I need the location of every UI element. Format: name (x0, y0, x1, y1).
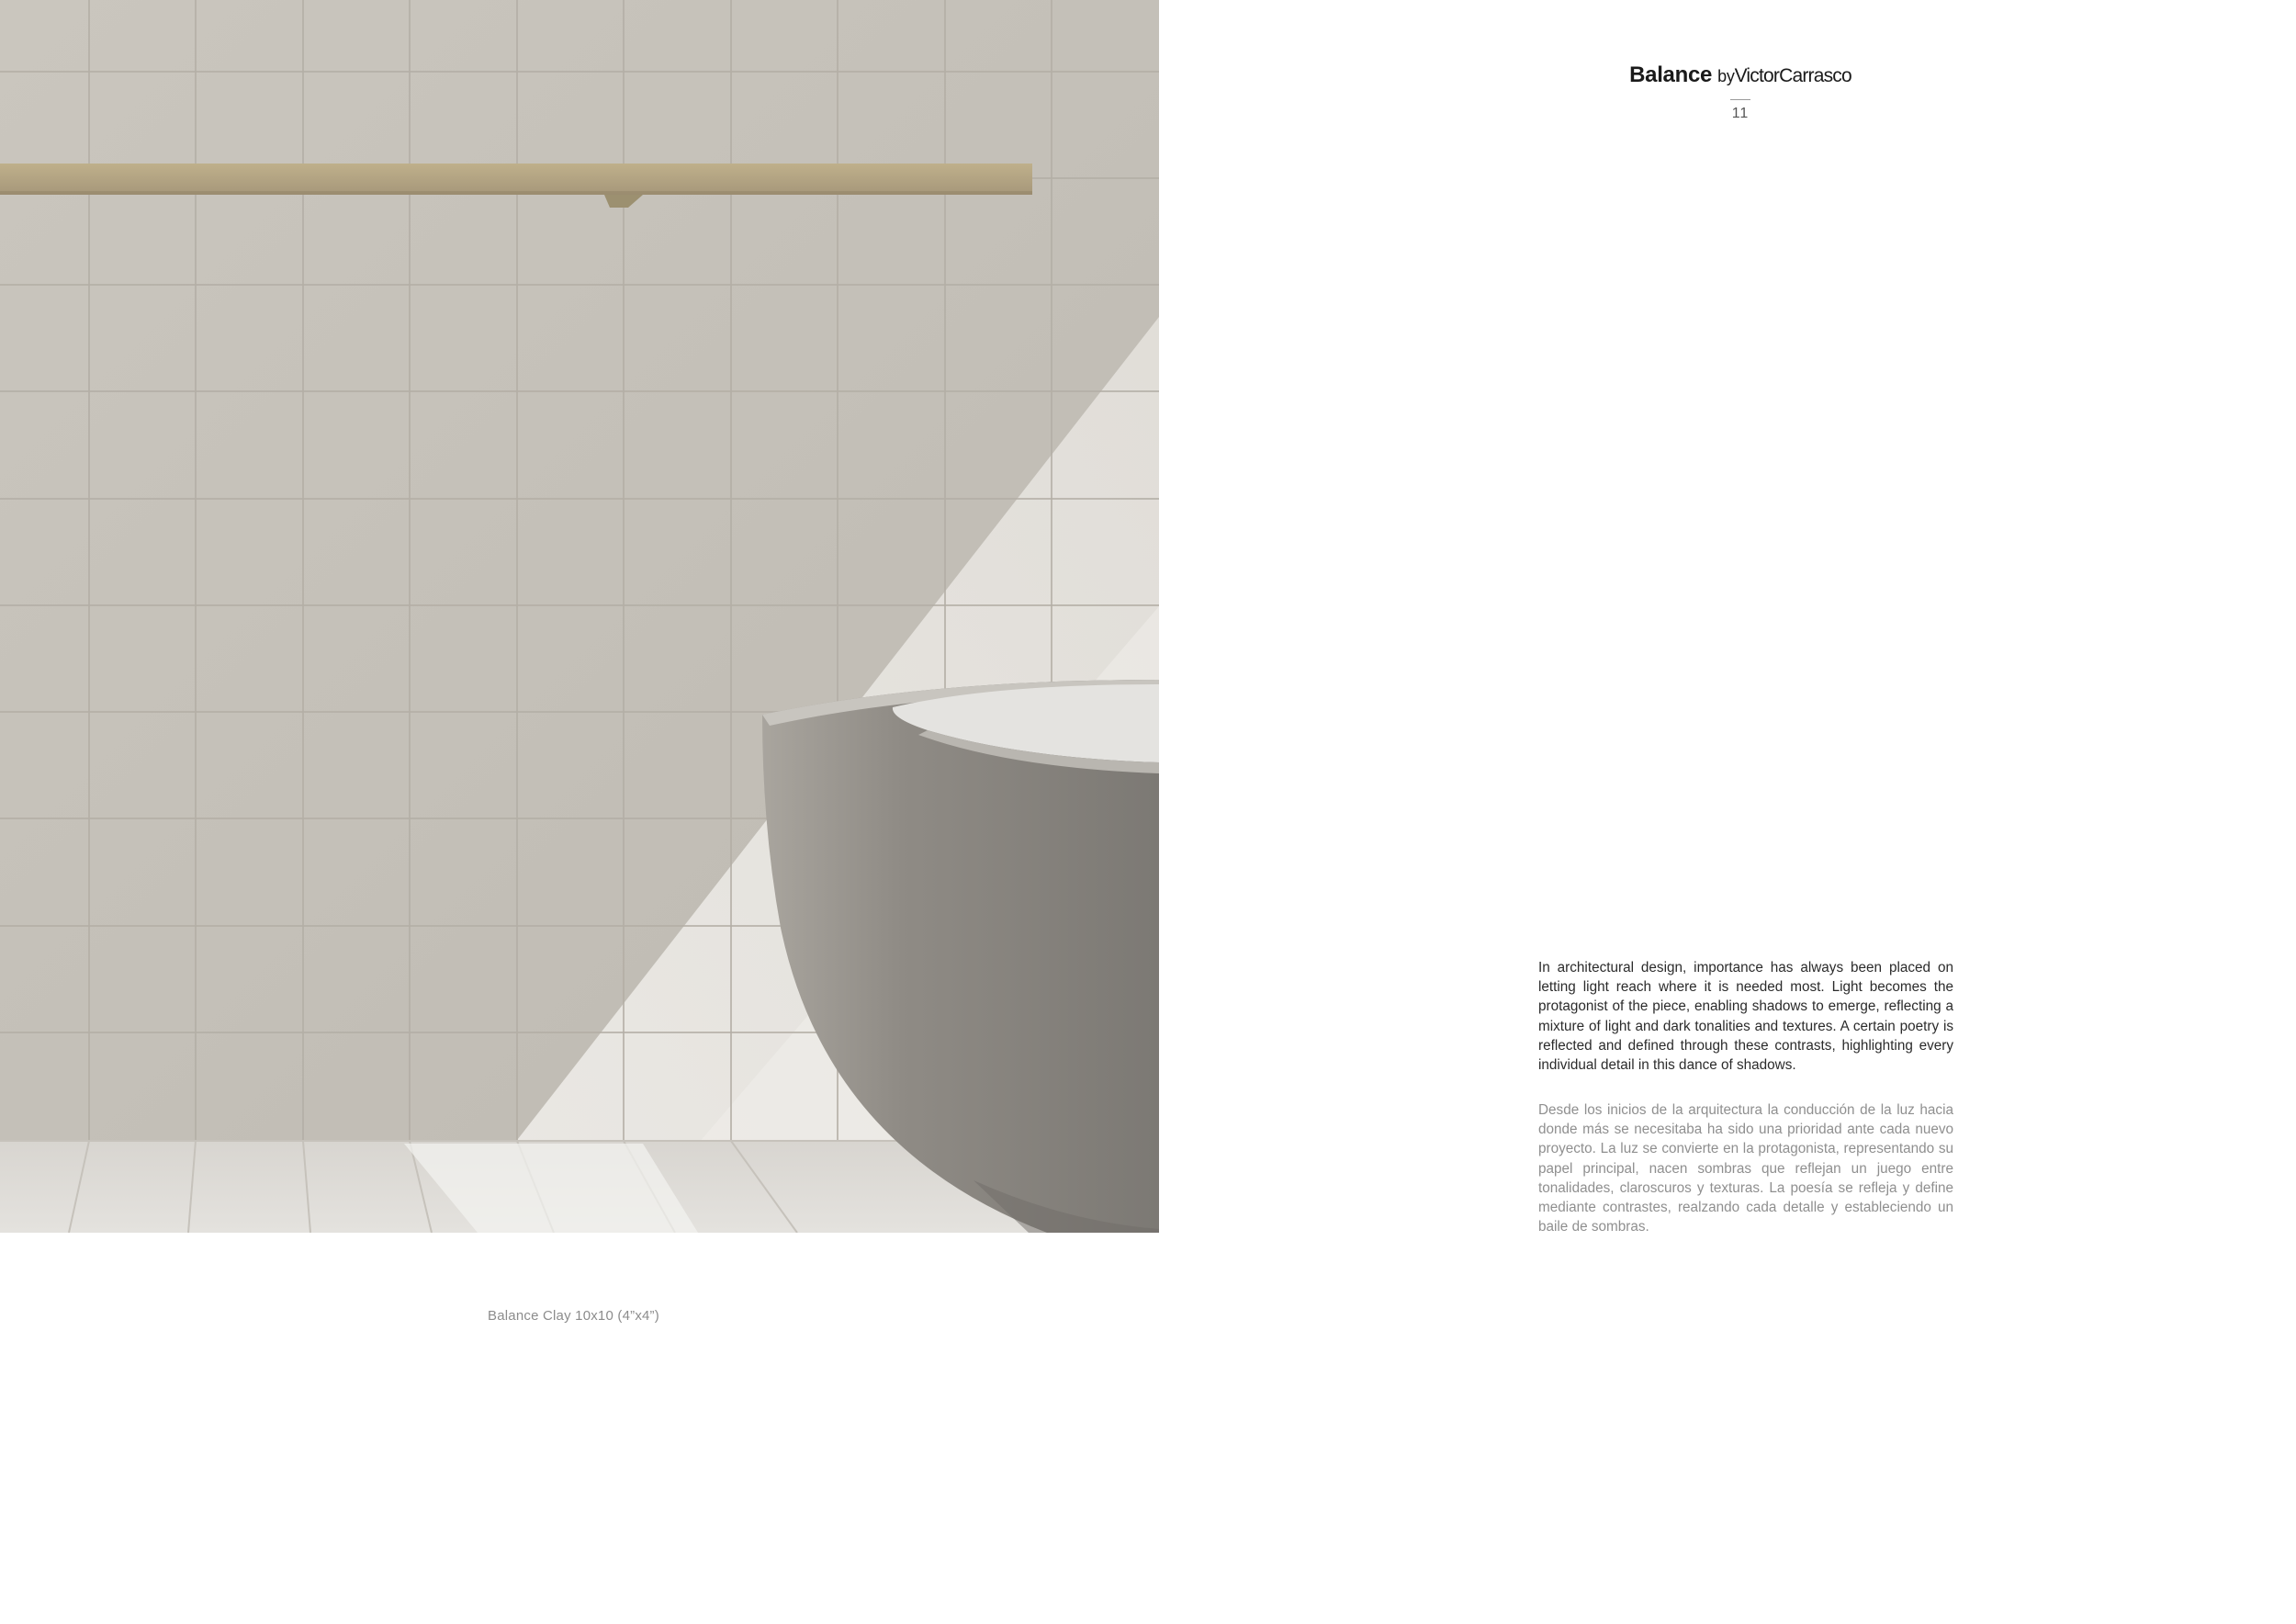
spanish-paragraph: Desde los inicios de la arquitectura la conducción de la luz hacia donde más se necesitaba ha sido una prioridad ante cada nuevo proyecto. La luz se convierte en la protagonista, representando su papel principal, nacen sombras que reflejan un juego entre tonalidades, claroscuros y texturas. La poesía se refleja y define mediante contrastes, realzando cada detalle y estableciendo un baile de sombras. (1538, 1102, 1953, 1235)
header-divider (1730, 99, 1750, 100)
english-paragraph: In architectural design, importance has always been placed on letting light reach where it is needed most. Light becomes the protagonist of the piece, enabling shadows to emerge, reflecting a mixture of light and dark tonalities and textures. A certain poetry is reflected and defined through these contrasts, highlighting every individual detail in this dance of shadows. (1538, 960, 1953, 1074)
brand-by: by (1717, 67, 1735, 85)
photo-caption: Balance Clay 10x10 (4”x4”) (488, 1308, 659, 1324)
page-number: 11 (1731, 106, 1750, 121)
bathroom-photo (0, 0, 1159, 1233)
brand-title (1543, 62, 1938, 88)
page-header (1543, 62, 1938, 122)
brand-name: Balance (1629, 62, 1713, 87)
brand-designer: VictorCarrasco (1734, 65, 1851, 86)
